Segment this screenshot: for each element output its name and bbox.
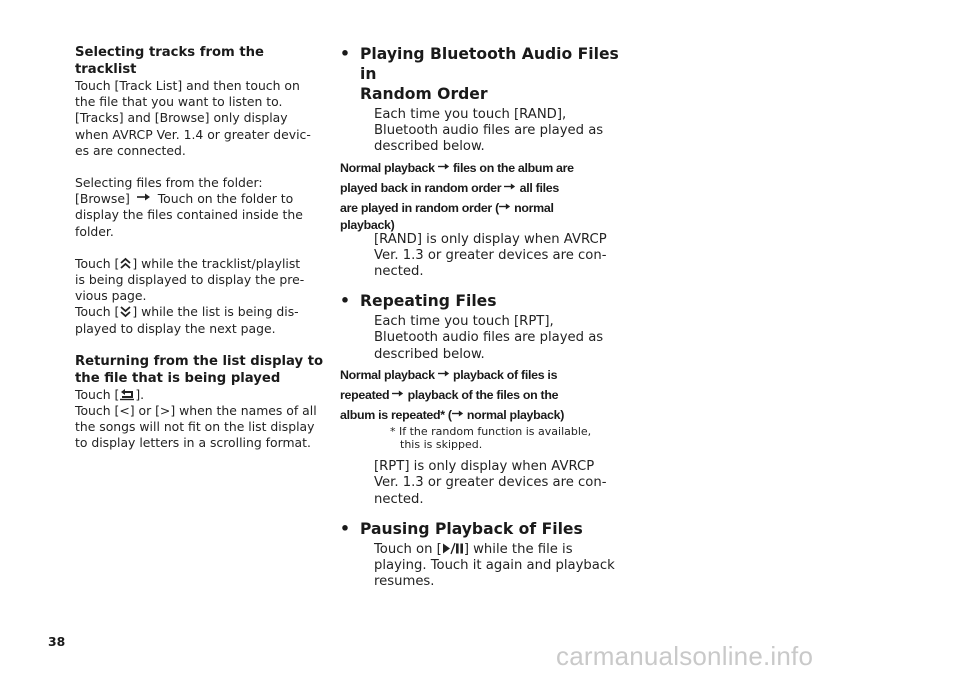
return-icon <box>119 388 135 401</box>
section-heading-tracklist: Selecting tracks from the tracklist <box>75 45 264 77</box>
text-line: when AVRCP Ver. 1.4 or greater devic- <box>75 126 311 142</box>
text-line: playing. Touch it again and playback <box>374 558 615 574</box>
text-line: es are connected. <box>75 142 186 158</box>
text-line: the songs will not fit on the list display <box>75 419 315 435</box>
arrow-right-icon <box>499 202 511 211</box>
watermark: carmanualsonline.info <box>556 641 814 671</box>
text-line: Ver. 1.3 or greater devices are con- <box>374 247 607 263</box>
section-title-random: • Playing Bluetooth Audio Files in <box>340 45 619 83</box>
text-line: Touch [ ] while the list is being dis- <box>75 304 299 320</box>
playback-sequence-line: repeated playback of the files on the <box>340 387 559 402</box>
footnote: * If the random function is available, <box>390 424 592 438</box>
text-line: [Browse] Touch on the folder to <box>75 191 294 207</box>
double-chevron-up-icon <box>119 257 132 270</box>
text-line: is being displayed to display the pre- <box>75 272 305 288</box>
page-number: 38 <box>48 634 66 649</box>
playback-sequence-line: playback) <box>340 217 395 232</box>
right-column <box>340 44 630 590</box>
text-line: Bluetooth audio files are played as <box>374 123 604 139</box>
text-line: the file that you want to listen to. <box>75 94 283 110</box>
bullet: • <box>340 45 350 63</box>
text-line: Ver. 1.3 or greater devices are con- <box>374 475 607 491</box>
text-line: Bluetooth audio files are played as <box>374 330 604 346</box>
text-line: Touch [<] or [>] when the names of all <box>75 403 317 419</box>
double-chevron-down-icon <box>119 305 132 318</box>
text-line: folder. <box>75 223 114 239</box>
playback-sequence-line: Normal playback playback of files is <box>340 367 558 382</box>
text-line: nected. <box>374 264 424 280</box>
text-line: to display letters in a scrolling format. <box>75 435 311 451</box>
text-line: Each time you touch [RPT], <box>374 314 554 330</box>
text-line: Each time you touch [RAND], <box>374 107 567 122</box>
footnote: this is skipped. <box>400 438 483 452</box>
playback-sequence-line: played back in random order all files <box>340 180 559 195</box>
text-line: Touch on [ ] while the file is <box>374 541 573 557</box>
text-line: display the files contained inside the <box>75 207 303 223</box>
arrow-right-icon <box>137 192 151 202</box>
section-heading-returning-2: the file that is being played <box>75 370 281 386</box>
text-line: described below. <box>374 139 485 155</box>
arrow-right-icon <box>438 369 450 378</box>
bullet: • <box>340 519 350 538</box>
arrow-right-icon <box>452 409 464 418</box>
text-line: Touch [ ] while the tracklist/playlist <box>75 255 301 271</box>
text-line: [RAND] is only display when AVRCP <box>374 231 607 247</box>
text-line: described below. <box>374 346 485 362</box>
text-line: [RPT] is only display when AVRCP <box>374 459 595 475</box>
section-heading-returning: Returning from the list display to <box>75 353 324 369</box>
section-title-repeat: • Repeating Files <box>340 292 497 311</box>
text-line: nected. <box>374 491 424 507</box>
section-title-pausing: • Pausing Playback of Files <box>340 519 583 538</box>
arrow-right-icon <box>392 389 404 398</box>
text-line: Touch [ ]. <box>75 386 145 402</box>
text-line: Selecting files from the folder: <box>75 175 263 191</box>
text-line: Touch [Track List] and then touch on <box>75 78 300 93</box>
arrow-right-icon <box>504 182 516 191</box>
text-line: played to display the next page. <box>75 320 276 336</box>
bullet: • <box>340 292 350 311</box>
arrow-right-icon <box>438 162 450 171</box>
play-pause-icon <box>442 542 464 555</box>
playback-sequence-line: album is repeated* ( normal playback) <box>340 407 565 422</box>
text-line: [Tracks] and [Browse] only display <box>75 110 288 126</box>
text-line: resumes. <box>374 574 435 590</box>
playback-sequence-line: are played in random order ( normal <box>340 200 554 215</box>
text-line: vious page. <box>75 288 147 304</box>
section-title-random-2: Random Order <box>360 85 488 103</box>
playback-sequence-line: Normal playback files on the album are <box>340 160 574 175</box>
left-column <box>75 44 327 452</box>
